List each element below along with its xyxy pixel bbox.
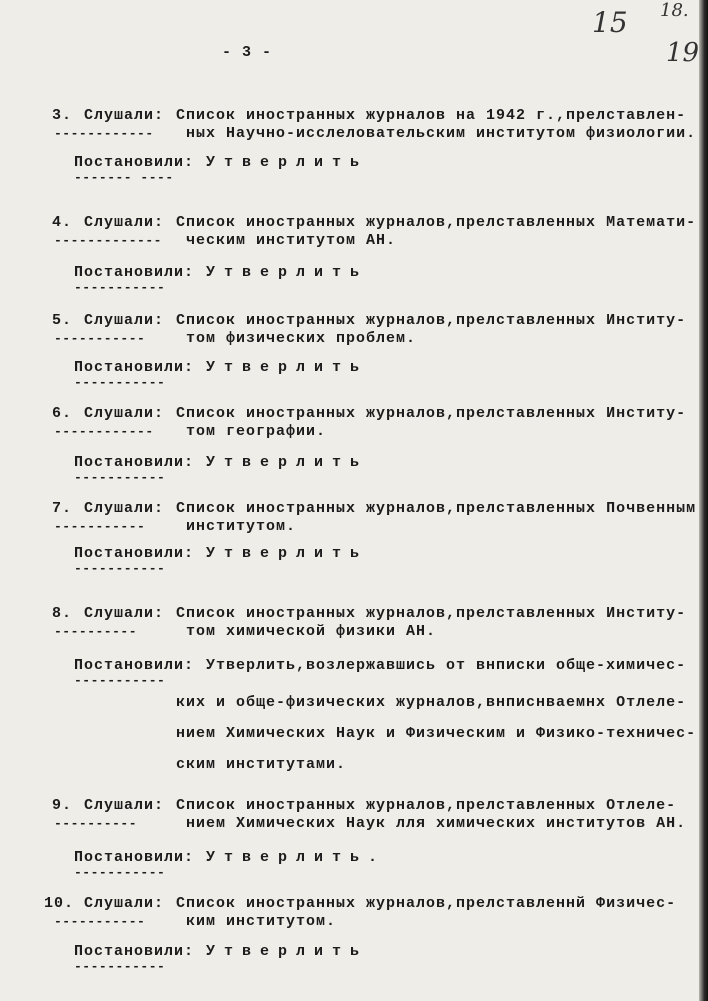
heard-label: Слушали: [84,895,165,912]
item-text-line: Список иностранных журналов на 1942 г.,прелставлен- [176,107,687,124]
item-text-line: Список иностранных журналов,прелставленных Институ- [176,312,687,329]
item-text-line: нием Химических Наук лля химических институтов АН. [186,815,687,832]
item-number: 6. [52,405,73,422]
item-text-line: ческим институтом АН. [186,232,397,249]
decided-label: Постановили: [74,545,195,562]
underline-dashes: ----------- [54,914,146,929]
decided-label: Постановили: [74,264,195,281]
underline-dashes: ----------- [74,561,166,576]
underline-dashes: ----------- [74,865,166,880]
underline-dashes: ------------ [54,424,154,439]
handwritten-number: 15 [592,6,628,39]
underline-dashes: ---------- [54,816,138,831]
item-text-line: Список иностранных журналов,прелставленных Институ- [176,605,687,622]
underline-dashes: ----------- [74,375,166,390]
decision-text: Утверлить [206,454,369,471]
underline-dashes: ------------- [54,233,162,248]
underline-dashes: ----------- [74,470,166,485]
decided-label: Постановили: [74,454,195,471]
item-text-line: Список иностранных журналов,прелставленных Институ- [176,405,687,422]
item-number: 4. [52,214,73,231]
underline-dashes: ----------- [54,331,146,346]
decision-text: Утверлить [206,264,369,281]
item-text-line: Список иностранных журналов,прелставленных Математи- [176,214,697,231]
decided-label: Постановили: [74,154,195,171]
handwritten-number: 19 [666,38,700,68]
item-text-line: том физических проблем. [186,330,417,347]
page-edge-shadow [699,0,708,1001]
item-number: 5. [52,312,73,329]
underline-dashes: ----------- [74,673,166,688]
decision-text: Утверлить,возлержавшись от внписки обще-химичес- [206,657,687,674]
underline-dashes: ----------- [74,959,166,974]
decision-text: Утверлить [206,943,369,960]
item-number: 7. [52,500,73,517]
item-text-line: ных Научно-исслеловательским институтом физиологии. [186,125,697,142]
underline-dashes: ----------- [74,280,166,295]
decision-text: Утверлить [206,359,369,376]
decision-continuation: ским институтами. [176,756,347,773]
underline-dashes: ---------- [54,624,138,639]
decided-label: Постановили: [74,849,195,866]
decision-text: Утверлить [206,545,369,562]
heard-label: Слушали: [84,214,165,231]
heard-label: Слушали: [84,605,165,622]
page-number: - 3 - [222,44,273,61]
decision-continuation: нием Химических Наук и Физическим и Физико-техничес- [176,725,697,742]
item-text-line: институтом. [186,518,297,535]
item-text-line: том географии. [186,423,327,440]
heard-label: Слушали: [84,107,165,124]
item-number: 10. [44,895,75,912]
item-number: 8. [52,605,73,622]
item-text-line: Список иностранных журналов,прелставленнй Физичес- [176,895,677,912]
heard-label: Слушали: [84,312,165,329]
heard-label: Слушали: [84,500,165,517]
heard-label: Слушали: [84,405,165,422]
item-text-line: том химической физики АН. [186,623,437,640]
underline-dashes: ------------ [54,126,154,141]
decided-label: Постановили: [74,943,195,960]
decision-text: Утверлить. [206,849,387,866]
item-text-line: Список иностранных журналов,прелставленных Отлеле- [176,797,677,814]
item-number: 9. [52,797,73,814]
item-text-line: ким институтом. [186,913,337,930]
underline-dashes: ------- ---- [74,170,174,185]
decided-label: Постановили: [74,359,195,376]
handwritten-number: 18. [660,0,689,21]
decision-continuation: ких и обще-физических журналов,внписнваемнх Отлеле- [176,694,687,711]
item-text-line: Список иностранных журналов,прелставленных Почвенным [176,500,697,517]
heard-label: Слушали: [84,797,165,814]
decision-text: Утверлить [206,154,369,171]
decided-label: Постановили: [74,657,195,674]
underline-dashes: ----------- [54,519,146,534]
item-number: 3. [52,107,73,124]
